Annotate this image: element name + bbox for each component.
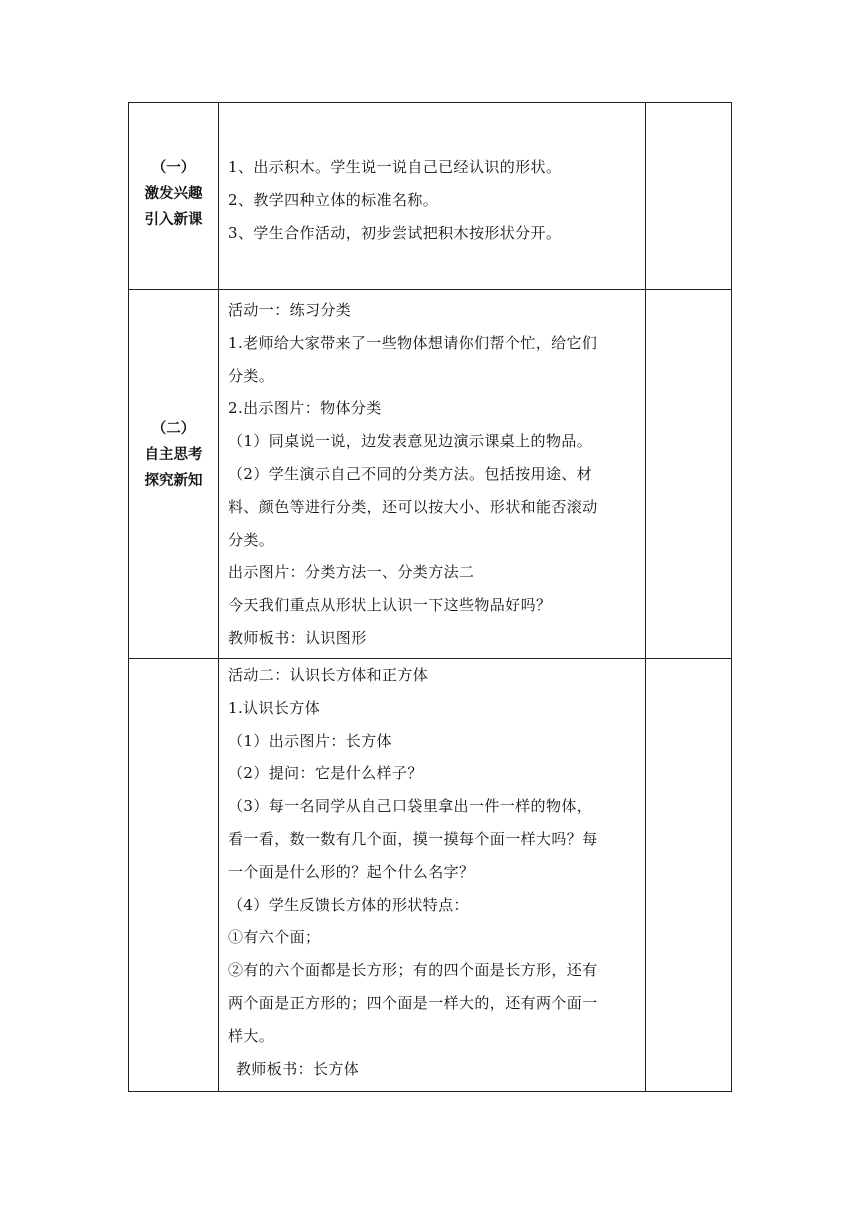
stage-number: （一） (151, 160, 196, 176)
content-line: 料、颜色等进行分类，还可以按大小、形状和能否滚动 (228, 497, 598, 516)
stage-title-line: 探究新知 (144, 473, 203, 489)
content-line: 今天我们重点从形状上认识一下这些物品好吗？ (228, 596, 552, 615)
content-cell (219, 103, 646, 290)
notes-cell (646, 290, 732, 659)
content-line: 2.出示图片：物体分类 (228, 399, 382, 418)
content-line: （2）提问：它是什么样子？ (228, 764, 423, 783)
content-line: ①有六个面； (228, 928, 321, 947)
lesson-plan-table (128, 102, 732, 1092)
stage-number: （二） (151, 421, 196, 437)
content-cell (219, 659, 646, 1092)
content-line: 看一看，数一数有几个面，摸一摸每个面一样大吗？每 (228, 829, 598, 848)
content-line: （3）每一名同学从自己口袋里拿出一件一样的物体， (228, 797, 593, 816)
content-line: （2）学生演示自己不同的分类方法。包括按用途、材 (228, 464, 593, 483)
content-line: 1.认识长方体 (228, 698, 321, 717)
stage-title-line: 自主思考 (144, 447, 203, 463)
table-row (129, 103, 732, 290)
stage-cell (129, 103, 219, 290)
content-line: 一个面是什么形的？起个什么名字？ (228, 862, 475, 881)
stage-title-line: 引入新课 (144, 212, 203, 228)
content-line: 2、教学四种立体的标准名称。 (228, 190, 439, 209)
table-row (129, 659, 732, 1092)
content-line: （1）出示图片：长方体 (228, 731, 392, 750)
content-line: 1、出示积木。学生说一说自己已经认识的形状。 (228, 158, 562, 176)
content-line: 教师板书：长方体 (236, 1059, 360, 1078)
content-line: 教师板书：认识图形 (228, 628, 367, 647)
content-line: 3、学生合作活动，初步尝试把积木按形状分开。 (228, 223, 562, 242)
notes-cell (646, 659, 732, 1092)
content-line: （4）学生反馈长方体的形状特点： (228, 895, 469, 914)
content-cell (219, 290, 646, 659)
stage-cell (129, 290, 219, 659)
content-line: 活动二：认识长方体和正方体 (228, 666, 429, 684)
content-line: ②有的六个面都是长方形；有的四个面是长方形，还有 (228, 961, 598, 980)
content-line: 分类。 (228, 366, 275, 385)
table-row (129, 290, 732, 659)
content-line: 活动一：练习分类 (228, 301, 352, 319)
stage-cell (129, 659, 219, 1092)
content-line: 1.老师给大家带来了一些物体想请你们帮个忙，给它们 (228, 333, 598, 352)
stage-title-line: 激发兴趣 (144, 186, 203, 202)
content-line: 出示图片：分类方法一、分类方法二 (228, 563, 475, 582)
content-line: 两个面是正方形的；四个面是一样大的，还有两个面一 (228, 993, 598, 1012)
content-line: 分类。 (228, 530, 275, 549)
content-line: （1）同桌说一说，边发表意见边演示课桌上的物品。 (228, 432, 593, 451)
notes-cell (646, 103, 732, 290)
content-line: 样大。 (228, 1026, 275, 1045)
